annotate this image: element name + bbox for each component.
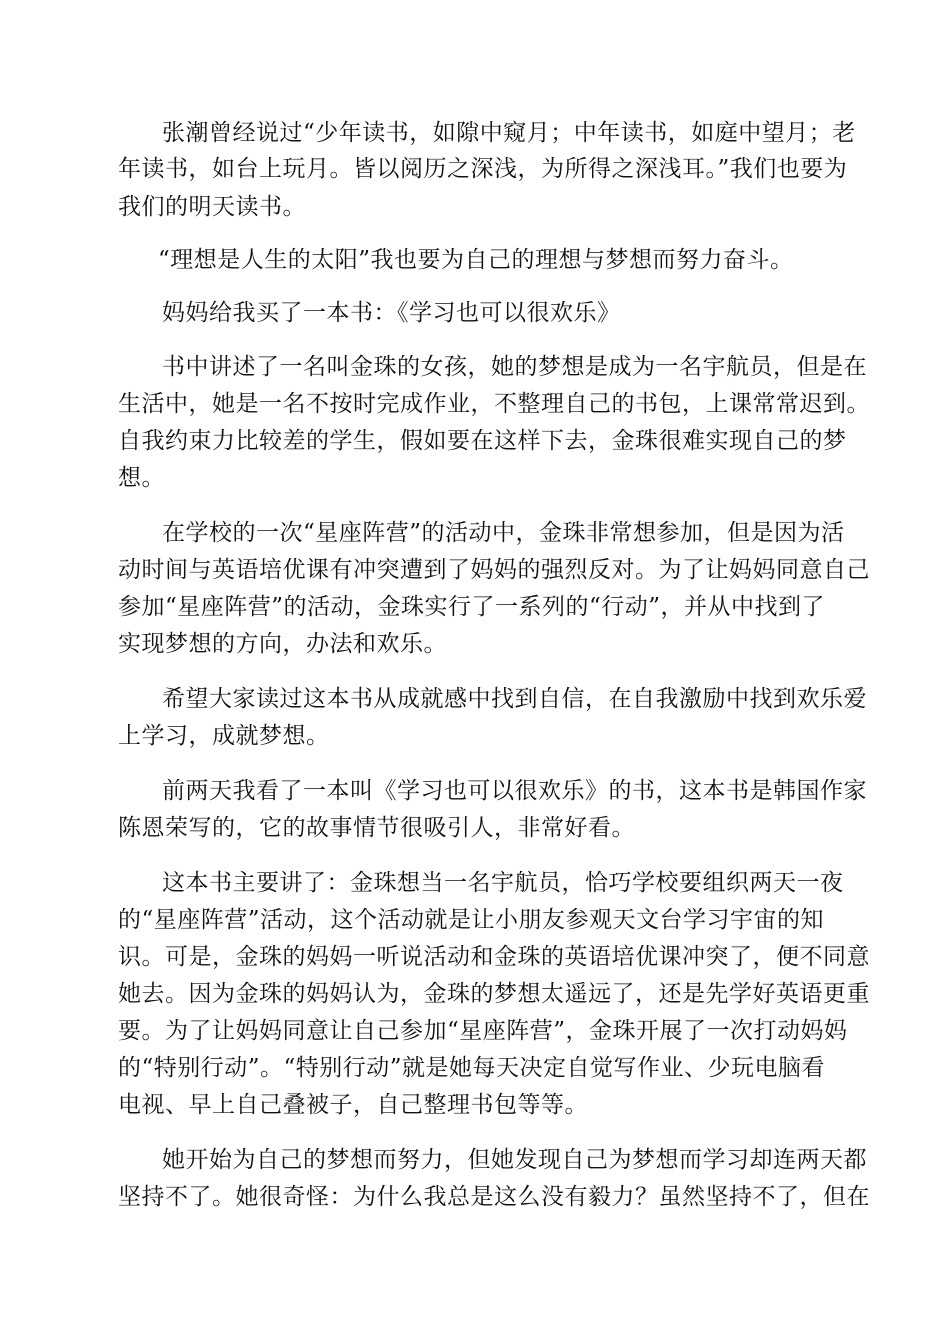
text-line: 的“星座阵营”活动，这个活动就是让小朋友参观天文台学习宇宙的知 — [118, 907, 825, 933]
text-line: 想。 — [118, 465, 165, 491]
text-line: “理想是人生的太阳”我也要为自己的理想与梦想而努力奋斗。 — [158, 247, 794, 273]
text-line: 电视、早上自己叠被子，自己整理书包等等。 — [118, 1092, 588, 1118]
text-line: 书中讲述了一名叫金珠的女孩，她的梦想是成为一名宇航员，但是在 — [162, 354, 867, 380]
text-line: 参加“星座阵营”的活动，金珠实行了一系列的“行动”，并从中找到了 — [118, 594, 826, 620]
text-line: 上学习，成就梦想。 — [118, 723, 330, 749]
text-line: 自我约束力比较差的学生，假如要在这样下去，金珠很难实现自己的梦 — [118, 428, 847, 454]
text-line: 希望大家读过这本书从成就感中找到自信，在自我激励中找到欢乐爱 — [162, 686, 867, 712]
text-line: 我们的明天读书。 — [118, 194, 306, 220]
text-line: 妈妈给我买了一本书：《学习也可以很欢乐》 — [162, 300, 621, 326]
text-line: 她开始为自己的梦想而努力，但她发现自己为梦想而学习却连两天都 — [162, 1147, 867, 1173]
text-line: 张潮曾经说过“少年读书，如隙中窥月；中年读书，如庭中望月；老 — [162, 120, 856, 146]
text-line: 生活中，她是一名不按时完成作业，不整理自己的书包，上课常常迟到。 — [118, 391, 870, 417]
text-line: 识。可是，金珠的妈妈一听说活动和金珠的英语培优课冲突了，便不同意 — [118, 944, 870, 970]
text-line: 的“特别行动”。“特别行动”就是她每天决定自觉写作业、少玩电脑看 — [118, 1055, 826, 1081]
text-line: 动时间与英语培优课有冲突遭到了妈妈的强烈反对。为了让妈妈同意自己 — [118, 557, 870, 583]
text-line: 她去。因为金珠的妈妈认为，金珠的梦想太遥远了，还是先学好英语更重 — [118, 981, 870, 1007]
text-line: 前两天我看了一本叫《学习也可以很欢乐》的书，这本书是韩国作家 — [162, 778, 867, 804]
text-line: 实现梦想的方向，办法和欢乐。 — [118, 631, 447, 657]
text-line: 要。为了让妈妈同意让自己参加“星座阵营”，金珠开展了一次打动妈妈 — [118, 1018, 848, 1044]
text-line: 这本书主要讲了：金珠想当一名宇航员，恰巧学校要组织两天一夜 — [162, 870, 844, 896]
text-line: 在学校的一次“星座阵营”的活动中，金珠非常想参加，但是因为活 — [162, 520, 845, 546]
text-line: 年读书，如台上玩月。皆以阅历之深浅，为所得之深浅耳。”我们也要为 — [118, 156, 848, 182]
text-line: 坚持不了。她很奇怪：为什么我总是这么没有毅力？虽然坚持不了，但在 — [118, 1184, 870, 1210]
text-line: 陈恩荣写的，它的故事情节很吸引人，非常好看。 — [118, 815, 635, 841]
